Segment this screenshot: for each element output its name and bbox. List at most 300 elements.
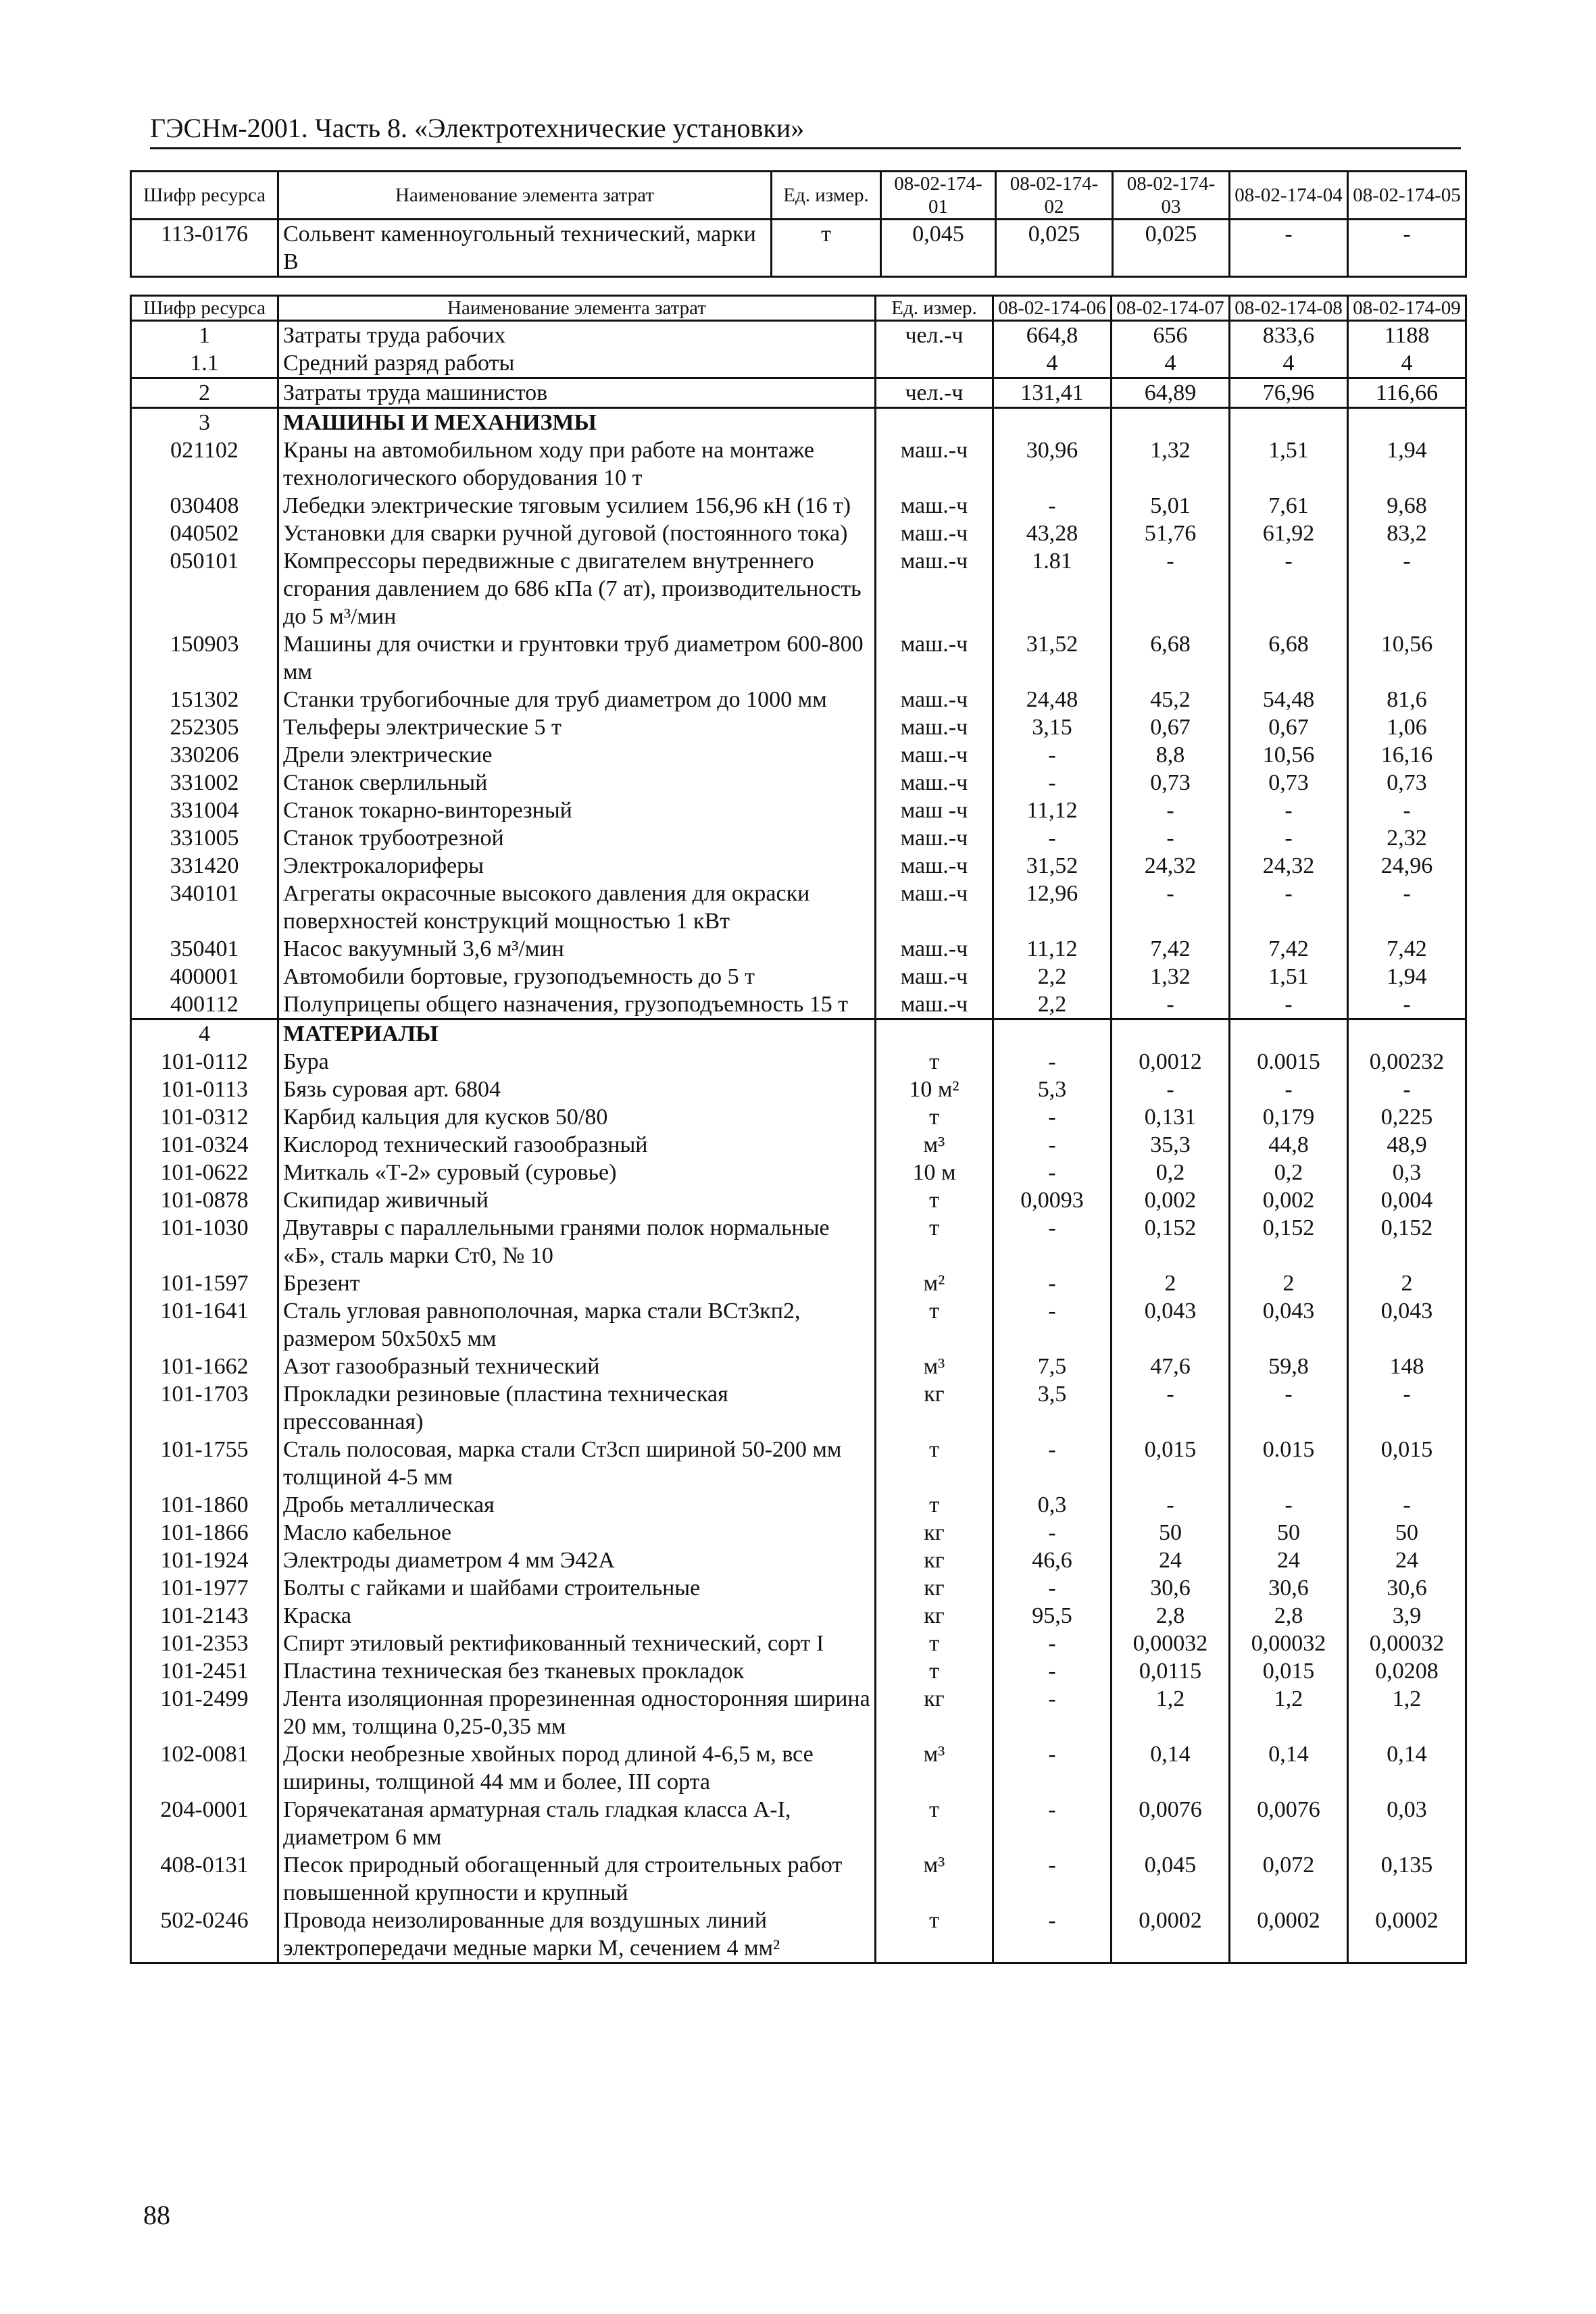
resource-name-cell: Лебедки электрические тяговым усилием 156,96 кН (16 т) — [278, 492, 876, 520]
value-cell: 0,2 — [1230, 1159, 1348, 1186]
value-cell: 0,0093 — [993, 1186, 1112, 1214]
unit-cell: т — [876, 1491, 993, 1519]
value-cell: 95,5 — [993, 1602, 1112, 1630]
value-cell: 45,2 — [1112, 686, 1230, 713]
table-row — [131, 492, 1466, 520]
unit-cell — [876, 1020, 993, 1049]
value-cell: 0,0002 — [1230, 1907, 1348, 1963]
resource-code-cell: 101-1860 — [131, 1491, 278, 1519]
value-cell: - — [1348, 220, 1466, 277]
unit-cell: кг — [876, 1685, 993, 1740]
value-cell: 50 — [1230, 1519, 1348, 1546]
resource-code-cell: 101-0878 — [131, 1186, 278, 1214]
value-cell: 1.81 — [993, 547, 1112, 630]
table-row — [131, 1159, 1466, 1186]
value-cell: 64,89 — [1112, 378, 1230, 408]
unit-cell: маш.-ч — [876, 436, 993, 492]
resource-name-cell: Спирт этиловый ректификованный технический, сорт I — [278, 1630, 876, 1657]
value-cell: 24,32 — [1112, 852, 1230, 880]
column-header: 08-02-174-08 — [1230, 296, 1348, 321]
column-header: 08-02-174-06 — [993, 296, 1112, 321]
resource-name-cell: Песок природный обогащенный для строительных работ повышенной крупности и крупный — [278, 1851, 876, 1907]
unit-cell: маш.-ч — [876, 824, 993, 852]
value-cell: 1,94 — [1348, 436, 1466, 492]
resource-name-cell: Брезент — [278, 1269, 876, 1297]
value-cell: - — [993, 1907, 1112, 1963]
value-cell: 7,42 — [1112, 935, 1230, 963]
value-cell: - — [1112, 880, 1230, 935]
table-row — [131, 1353, 1466, 1380]
value-cell: 50 — [1348, 1519, 1466, 1546]
value-cell: 9,68 — [1348, 492, 1466, 520]
unit-cell: маш.-ч — [876, 547, 993, 630]
value-cell: 1,94 — [1348, 963, 1466, 990]
page-header: ГЭСНм-2001. Часть 8. «Электротехнические установки» — [150, 112, 1461, 149]
unit-cell: маш.-ч — [876, 520, 993, 547]
table-row — [131, 741, 1466, 769]
table-row — [131, 797, 1466, 824]
unit-cell: т — [876, 1103, 993, 1131]
value-cell: 116,66 — [1348, 378, 1466, 408]
resource-code-cell: 102-0081 — [131, 1740, 278, 1796]
value-cell: - — [1348, 1076, 1466, 1103]
resource-name-cell: Машины для очистки и грунтовки труб диаметром 600-800 мм — [278, 630, 876, 686]
table-row — [131, 378, 1466, 408]
value-cell: 0,67 — [1230, 713, 1348, 741]
resource-code-cell: 101-1977 — [131, 1574, 278, 1602]
value-cell: 0,025 — [1113, 220, 1230, 277]
resource-name-cell: Миткаль «Т-2» суровый (суровье) — [278, 1159, 876, 1186]
value-cell: 5,3 — [993, 1076, 1112, 1103]
column-header: 08-02-174-05 — [1348, 172, 1466, 220]
resource-name-cell: Горячекатаная арматурная сталь гладкая класса А-I, диаметром 6 мм — [278, 1796, 876, 1851]
resource-name-cell: Карбид кальция для кусков 50/80 — [278, 1103, 876, 1131]
value-cell: - — [1348, 880, 1466, 935]
table-row — [131, 349, 1466, 378]
value-cell: 0,0115 — [1112, 1657, 1230, 1685]
value-cell — [1112, 408, 1230, 437]
resource-name-cell: Электроды диаметром 4 мм Э42А — [278, 1546, 876, 1574]
page-number: 88 — [143, 2200, 170, 2230]
value-cell — [1230, 1020, 1348, 1049]
resource-name-cell: Средний разряд работы — [278, 349, 876, 378]
table-row — [131, 1103, 1466, 1131]
unit-cell: маш.-ч — [876, 880, 993, 935]
value-cell: 0,0208 — [1348, 1657, 1466, 1685]
unit-cell: т — [876, 1796, 993, 1851]
resource-code-cell: 040502 — [131, 520, 278, 547]
value-cell: 0,004 — [1348, 1186, 1466, 1214]
value-cell: 48,9 — [1348, 1131, 1466, 1159]
column-header: 08-02-174-04 — [1230, 172, 1348, 220]
value-cell: 0,152 — [1112, 1214, 1230, 1269]
table-row — [131, 1740, 1466, 1796]
resource-name-cell: Бура — [278, 1048, 876, 1076]
value-cell: - — [993, 1269, 1112, 1297]
resource-code-cell: 101-1030 — [131, 1214, 278, 1269]
table-row — [131, 630, 1466, 686]
value-cell: - — [993, 1796, 1112, 1851]
table-row — [131, 1546, 1466, 1574]
table-row — [131, 1436, 1466, 1491]
table-row — [131, 1214, 1466, 1269]
value-cell: - — [1112, 1491, 1230, 1519]
value-cell — [1112, 1020, 1230, 1049]
value-cell: - — [993, 492, 1112, 520]
value-cell: 1,32 — [1112, 963, 1230, 990]
value-cell: - — [1230, 1076, 1348, 1103]
resource-name-cell: Лента изоляционная прорезиненная односторонняя ширина 20 мм, толщина 0,25-0,35 мм — [278, 1685, 876, 1740]
resource-code-cell: 101-2143 — [131, 1602, 278, 1630]
value-cell: - — [1230, 824, 1348, 852]
value-cell: 148 — [1348, 1353, 1466, 1380]
resource-name-cell: Масло кабельное — [278, 1519, 876, 1546]
unit-cell: т — [876, 1297, 993, 1353]
value-cell: - — [1112, 990, 1230, 1020]
value-cell: 46,6 — [993, 1546, 1112, 1574]
table-row — [131, 686, 1466, 713]
table-header-row — [131, 296, 1466, 321]
value-cell: 0,072 — [1230, 1851, 1348, 1907]
resource-name-cell: Тельферы электрические 5 т — [278, 713, 876, 741]
resource-name-cell: Доски необрезные хвойных пород длиной 4-6,5 м, все ширины, толщиной 44 мм и более, III сорта — [278, 1740, 876, 1796]
value-cell: 54,48 — [1230, 686, 1348, 713]
resource-code-cell: 331002 — [131, 769, 278, 797]
resource-code-cell: 101-1641 — [131, 1297, 278, 1353]
unit-cell: т — [876, 1436, 993, 1491]
resource-name-cell: Краска — [278, 1602, 876, 1630]
value-cell — [1348, 1020, 1466, 1049]
value-cell: 0,00032 — [1230, 1630, 1348, 1657]
value-cell: 2,2 — [993, 963, 1112, 990]
value-cell: 10,56 — [1230, 741, 1348, 769]
value-cell: 1,06 — [1348, 713, 1466, 741]
value-cell: 833,6 — [1230, 321, 1348, 350]
unit-cell: кг — [876, 1574, 993, 1602]
value-cell: 1,2 — [1348, 1685, 1466, 1740]
table-row — [131, 1297, 1466, 1353]
unit-cell: маш -ч — [876, 797, 993, 824]
table-row — [131, 1186, 1466, 1214]
column-header: 08-02-174-09 — [1348, 296, 1466, 321]
unit-cell: кг — [876, 1519, 993, 1546]
value-cell: 0,0002 — [1112, 1907, 1230, 1963]
unit-cell: чел.-ч — [876, 321, 993, 350]
resource-code-cell: 101-0312 — [131, 1103, 278, 1131]
value-cell: 4 — [1112, 349, 1230, 378]
resource-name-cell: Дробь металлическая — [278, 1491, 876, 1519]
table-row — [131, 1519, 1466, 1546]
table-row — [131, 220, 1466, 277]
resource-code-cell: 101-2353 — [131, 1630, 278, 1657]
resource-table-2 — [130, 295, 1467, 1964]
resource-name-cell: МАТЕРИАЛЫ — [278, 1020, 876, 1049]
resource-code-cell: 4 — [131, 1020, 278, 1049]
column-header: Наименование элемента затрат — [278, 296, 876, 321]
value-cell: - — [1230, 990, 1348, 1020]
value-cell: 0,043 — [1230, 1297, 1348, 1353]
table-row — [131, 520, 1466, 547]
resource-name-cell: МАШИНЫ И МЕХАНИЗМЫ — [278, 408, 876, 437]
resource-code-cell: 050101 — [131, 547, 278, 630]
value-cell: 0,015 — [1348, 1436, 1466, 1491]
value-cell: 6,68 — [1230, 630, 1348, 686]
value-cell: 0,14 — [1112, 1740, 1230, 1796]
value-cell: 0,002 — [1230, 1186, 1348, 1214]
value-cell: 31,52 — [993, 852, 1112, 880]
resource-code-cell: 101-1703 — [131, 1380, 278, 1436]
value-cell: - — [993, 1048, 1112, 1076]
value-cell: 16,16 — [1348, 741, 1466, 769]
resource-code-cell: 400001 — [131, 963, 278, 990]
value-cell: - — [993, 1436, 1112, 1491]
table-row — [131, 852, 1466, 880]
value-cell: - — [1230, 1491, 1348, 1519]
value-cell: 2,8 — [1112, 1602, 1230, 1630]
unit-cell: м³ — [876, 1131, 993, 1159]
value-cell: 0,03 — [1348, 1796, 1466, 1851]
value-cell: 0,3 — [1348, 1159, 1466, 1186]
resource-name-cell: Станок сверлильный — [278, 769, 876, 797]
value-cell: 0,73 — [1112, 769, 1230, 797]
unit-cell: 10 м² — [876, 1076, 993, 1103]
resource-name-cell: Электрокалориферы — [278, 852, 876, 880]
value-cell: 35,3 — [1112, 1131, 1230, 1159]
resource-code-cell: 1 — [131, 321, 278, 350]
value-cell: 0,025 — [996, 220, 1113, 277]
value-cell: 0,0012 — [1112, 1048, 1230, 1076]
value-cell: 3,5 — [993, 1380, 1112, 1436]
table-row — [131, 408, 1466, 437]
resource-code-cell: 101-2499 — [131, 1685, 278, 1740]
resource-name-cell: Краны на автомобильном ходу при работе на монтаже технологического оборудования 10 т — [278, 436, 876, 492]
column-header: Шифр ресурса — [131, 296, 278, 321]
value-cell: 3,15 — [993, 713, 1112, 741]
table-row — [131, 1574, 1466, 1602]
resource-name-cell: Пластина техническая без тканевых прокладок — [278, 1657, 876, 1685]
table-row — [131, 769, 1466, 797]
unit-cell: м² — [876, 1269, 993, 1297]
resource-name-cell: Сольвент каменноугольный технический, марки В — [278, 220, 772, 277]
unit-cell: кг — [876, 1380, 993, 1436]
value-cell: 2 — [1348, 1269, 1466, 1297]
resource-code-cell: 101-0112 — [131, 1048, 278, 1076]
value-cell: 83,2 — [1348, 520, 1466, 547]
table-row — [131, 1048, 1466, 1076]
value-cell: 7,5 — [993, 1353, 1112, 1380]
column-header: 08-02-174-01 — [881, 172, 996, 220]
value-cell: - — [1112, 547, 1230, 630]
column-header: 08-02-174-02 — [996, 172, 1113, 220]
value-cell: 30,6 — [1112, 1574, 1230, 1602]
unit-cell: маш.-ч — [876, 741, 993, 769]
resource-code-cell: 021102 — [131, 436, 278, 492]
value-cell: 30,96 — [993, 436, 1112, 492]
value-cell: 44,8 — [1230, 1131, 1348, 1159]
value-cell: 4 — [1348, 349, 1466, 378]
value-cell: 0,179 — [1230, 1103, 1348, 1131]
resource-code-cell: 151302 — [131, 686, 278, 713]
value-cell: 0,0002 — [1348, 1907, 1466, 1963]
resource-name-cell: Полуприцепы общего назначения, грузоподъемность 15 т — [278, 990, 876, 1020]
table-row — [131, 1020, 1466, 1049]
table-row — [131, 713, 1466, 741]
resource-code-cell: 101-1866 — [131, 1519, 278, 1546]
resource-code-cell: 113-0176 — [131, 220, 278, 277]
value-cell: 0,045 — [1112, 1851, 1230, 1907]
resource-code-cell: 030408 — [131, 492, 278, 520]
value-cell: - — [993, 1519, 1112, 1546]
resource-name-cell: Агрегаты окрасочные высокого давления для окраски поверхностей конструкций мощностью 1 кВт — [278, 880, 876, 935]
value-cell: 0,043 — [1112, 1297, 1230, 1353]
table-row — [131, 935, 1466, 963]
value-cell: - — [1112, 824, 1230, 852]
value-cell: - — [1348, 797, 1466, 824]
value-cell: 11,12 — [993, 797, 1112, 824]
unit-cell: 10 м — [876, 1159, 993, 1186]
resource-table-1 — [130, 170, 1467, 278]
value-cell — [1348, 408, 1466, 437]
value-cell: - — [993, 1851, 1112, 1907]
value-cell: - — [993, 1740, 1112, 1796]
table-row — [131, 824, 1466, 852]
unit-cell: маш.-ч — [876, 769, 993, 797]
value-cell: 656 — [1112, 321, 1230, 350]
value-cell: 1,2 — [1112, 1685, 1230, 1740]
unit-cell: т — [876, 1630, 993, 1657]
value-cell: 0,14 — [1230, 1740, 1348, 1796]
resource-code-cell: 101-1662 — [131, 1353, 278, 1380]
value-cell — [993, 408, 1112, 437]
value-cell — [1230, 408, 1348, 437]
value-cell: 7,42 — [1230, 935, 1348, 963]
resource-code-cell: 101-0622 — [131, 1159, 278, 1186]
value-cell: 1,51 — [1230, 436, 1348, 492]
value-cell: 0,225 — [1348, 1103, 1466, 1131]
value-cell: 4 — [993, 349, 1112, 378]
value-cell: 24 — [1230, 1546, 1348, 1574]
value-cell: 50 — [1112, 1519, 1230, 1546]
unit-cell: м³ — [876, 1851, 993, 1907]
value-cell: 2,32 — [1348, 824, 1466, 852]
unit-cell: маш.-ч — [876, 492, 993, 520]
resource-code-cell: 101-2451 — [131, 1657, 278, 1685]
table-row — [131, 1851, 1466, 1907]
resource-name-cell: Станки трубогибочные для труб диаметром до 1000 мм — [278, 686, 876, 713]
value-cell: - — [1348, 990, 1466, 1020]
value-cell: - — [1348, 1380, 1466, 1436]
value-cell: 24 — [1112, 1546, 1230, 1574]
value-cell: - — [1112, 1076, 1230, 1103]
value-cell: 0,73 — [1348, 769, 1466, 797]
resource-code-cell: 350401 — [131, 935, 278, 963]
unit-cell: т — [876, 1657, 993, 1685]
table-row — [131, 1630, 1466, 1657]
value-cell: 11,12 — [993, 935, 1112, 963]
value-cell: 1,32 — [1112, 436, 1230, 492]
unit-cell: маш.-ч — [876, 990, 993, 1020]
resource-code-cell: 340101 — [131, 880, 278, 935]
value-cell: 0,3 — [993, 1491, 1112, 1519]
value-cell: 43,28 — [993, 520, 1112, 547]
value-cell: 10,56 — [1348, 630, 1466, 686]
value-cell: 0,131 — [1112, 1103, 1230, 1131]
value-cell: - — [1112, 1380, 1230, 1436]
value-cell: 81,6 — [1348, 686, 1466, 713]
resource-name-cell: Автомобили бортовые, грузоподъемность до 5 т — [278, 963, 876, 990]
resource-code-cell: 400112 — [131, 990, 278, 1020]
value-cell: 0,0076 — [1112, 1796, 1230, 1851]
value-cell: 31,52 — [993, 630, 1112, 686]
value-cell: 0,152 — [1230, 1214, 1348, 1269]
value-cell: 0,045 — [881, 220, 996, 277]
value-cell: 0,135 — [1348, 1851, 1466, 1907]
value-cell: 0,043 — [1348, 1297, 1466, 1353]
resource-name-cell: Компрессоры передвижные с двигателем внутреннего сгорания давлением до 686 кПа (7 ат), производительность до 5 м³/мин — [278, 547, 876, 630]
resource-code-cell: 2 — [131, 378, 278, 408]
value-cell: - — [1348, 547, 1466, 630]
value-cell: - — [993, 769, 1112, 797]
resource-name-cell: Станок трубоотрезной — [278, 824, 876, 852]
resource-name-cell: Дрели электрические — [278, 741, 876, 769]
value-cell: 6,68 — [1112, 630, 1230, 686]
value-cell: 3,9 — [1348, 1602, 1466, 1630]
value-cell: 0,67 — [1112, 713, 1230, 741]
table-row — [131, 1491, 1466, 1519]
resource-code-cell: 331420 — [131, 852, 278, 880]
value-cell: - — [993, 741, 1112, 769]
resource-code-cell: 101-0113 — [131, 1076, 278, 1103]
value-cell: 0,00032 — [1348, 1630, 1466, 1657]
resource-code-cell: 204-0001 — [131, 1796, 278, 1851]
table-row — [131, 1076, 1466, 1103]
value-cell: 24,96 — [1348, 852, 1466, 880]
value-cell: - — [1230, 547, 1348, 630]
value-cell: - — [993, 1297, 1112, 1353]
resource-code-cell: 331005 — [131, 824, 278, 852]
value-cell: - — [1230, 1380, 1348, 1436]
table-row — [131, 1380, 1466, 1436]
value-cell: 7,61 — [1230, 492, 1348, 520]
unit-cell: маш.-ч — [876, 852, 993, 880]
value-cell: - — [1112, 797, 1230, 824]
value-cell: - — [993, 824, 1112, 852]
column-header: 08-02-174-07 — [1112, 296, 1230, 321]
value-cell: 24,32 — [1230, 852, 1348, 880]
resource-name-cell: Сталь полосовая, марка стали Ст3сп шириной 50-200 мм толщиной 4-5 мм — [278, 1436, 876, 1491]
value-cell: 0,2 — [1112, 1159, 1230, 1186]
value-cell: 8,8 — [1112, 741, 1230, 769]
unit-cell: т — [876, 1907, 993, 1963]
value-cell: 2,2 — [993, 990, 1112, 1020]
table-row — [131, 436, 1466, 492]
value-cell: - — [993, 1131, 1112, 1159]
resource-name-cell: Скипидар живичный — [278, 1186, 876, 1214]
resource-code-cell: 331004 — [131, 797, 278, 824]
column-header: Наименование элемента затрат — [278, 172, 772, 220]
unit-cell — [876, 408, 993, 437]
value-cell: 47,6 — [1112, 1353, 1230, 1380]
resource-code-cell: 252305 — [131, 713, 278, 741]
table-row — [131, 880, 1466, 935]
unit-cell: т — [876, 1048, 993, 1076]
resource-name-cell: Станок токарно-винторезный — [278, 797, 876, 824]
value-cell: 131,41 — [993, 378, 1112, 408]
value-cell: - — [1348, 1491, 1466, 1519]
resource-code-cell: 101-0324 — [131, 1131, 278, 1159]
value-cell: - — [993, 1685, 1112, 1740]
value-cell: 24 — [1348, 1546, 1466, 1574]
